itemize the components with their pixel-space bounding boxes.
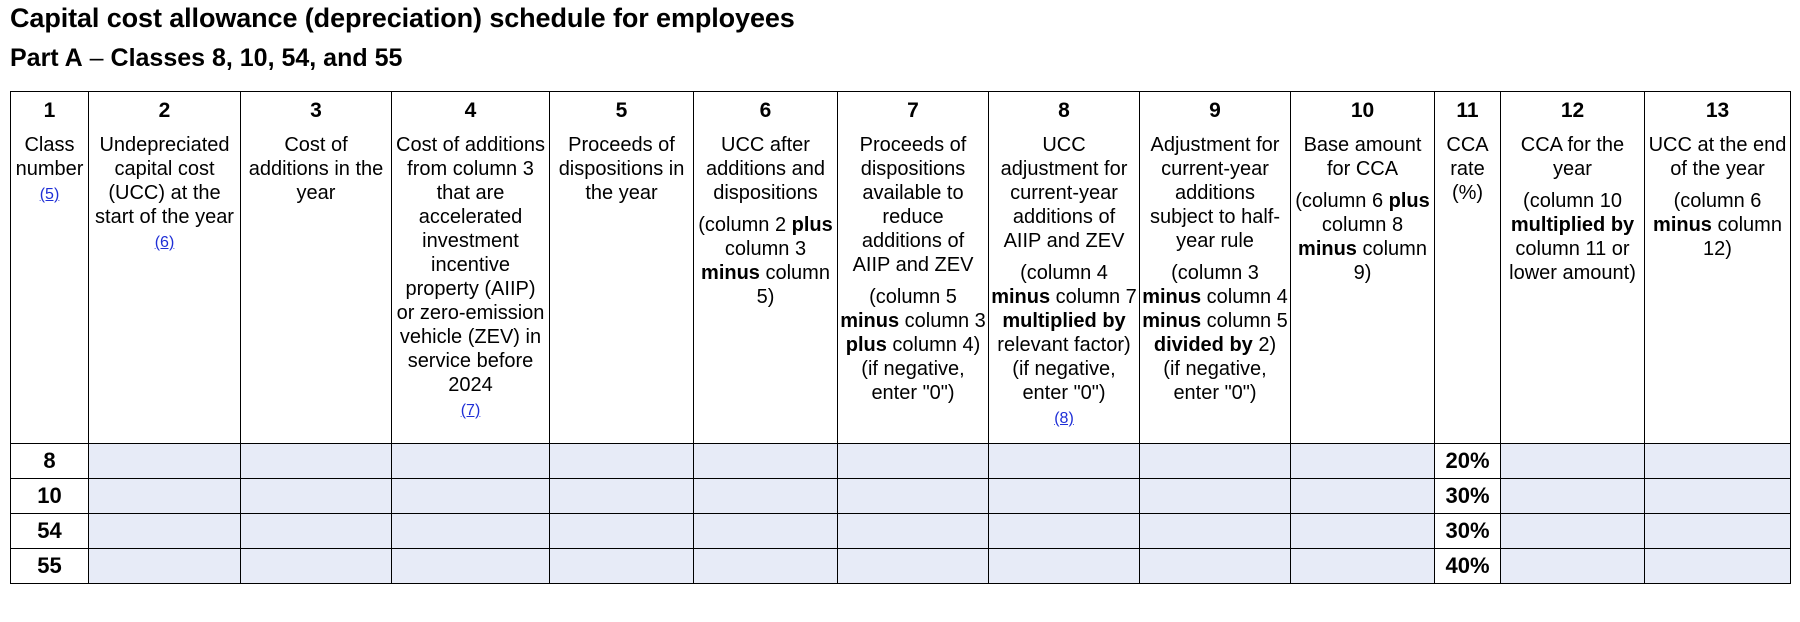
ucc-after-input[interactable]	[694, 444, 838, 479]
aiip-zev-additions-input[interactable]	[392, 479, 550, 514]
table-row	[11, 514, 1791, 549]
cca-rate-cell: 30%	[1435, 479, 1501, 514]
column-number: 10	[1350, 99, 1375, 122]
column-negative-note: (if negative, enter "0")	[1012, 358, 1116, 404]
half-year-adjustment-input[interactable]	[1140, 479, 1291, 514]
ucc-after-input[interactable]	[694, 549, 838, 584]
column-description: Cost of additions from column 3 that are accelerated investment incentive property (AIIP) or zero-emission vehicle (ZEV) in service before 2024	[396, 134, 545, 396]
cca-year-input[interactable]	[1501, 444, 1645, 479]
column-header-10	[1291, 92, 1435, 444]
column-formula: (column 4 minus column 7 multiplied by relevant factor)	[991, 262, 1137, 356]
base-amount-input[interactable]	[1291, 514, 1435, 549]
column-number: 6	[759, 99, 772, 122]
ucc-start-input[interactable]	[89, 514, 241, 549]
column-description: Class number	[15, 134, 84, 180]
column-header-5	[550, 92, 694, 444]
ucc-after-input[interactable]	[694, 514, 838, 549]
class-number-cell: 55	[11, 549, 89, 584]
cca-rate-cell: 30%	[1435, 514, 1501, 549]
column-description: CCA for the year	[1520, 134, 1625, 180]
aiip-zev-additions-input[interactable]	[392, 549, 550, 584]
column-formula: (column 6 plus column 8 minus column 9)	[1295, 190, 1430, 284]
proceeds-dispositions-input[interactable]	[550, 444, 694, 479]
proceeds-dispositions-input[interactable]	[550, 549, 694, 584]
ucc-start-input[interactable]	[89, 479, 241, 514]
column-header-1	[11, 92, 89, 444]
column-number: 11	[1456, 99, 1479, 122]
table-row	[11, 479, 1791, 514]
column-header-6	[694, 92, 838, 444]
class-number-cell: 54	[11, 514, 89, 549]
column-description: Base amount for CCA	[1303, 134, 1422, 180]
column-number: 4	[464, 99, 477, 122]
ucc-start-input[interactable]	[89, 444, 241, 479]
column-number: 12	[1560, 99, 1585, 122]
cca-year-input[interactable]	[1501, 549, 1645, 584]
ucc-adjustment-input[interactable]	[989, 479, 1140, 514]
column-formula: (column 3 minus column 4 minus column 5 divided by 2)	[1142, 262, 1288, 356]
column-description: Proceeds of dispositions in the year	[558, 134, 685, 204]
footnote-link-8[interactable]: (8)	[1054, 410, 1074, 427]
footnote-link-6[interactable]: (6)	[154, 234, 175, 251]
half-year-adjustment-input[interactable]	[1140, 444, 1291, 479]
cost-additions-input[interactable]	[241, 549, 392, 584]
column-description: Undepreciated capital cost (UCC) at the start of the year	[95, 134, 234, 228]
column-formula: (column 5 minus column 3 plus column 4)	[840, 286, 986, 356]
column-formula: (column 2 plus column 3 minus column 5)	[698, 214, 833, 308]
ucc-end-input[interactable]	[1645, 444, 1791, 479]
cca-schedule-table	[10, 91, 1791, 584]
column-number: 2	[158, 99, 171, 122]
column-header-2	[89, 92, 241, 444]
cost-additions-input[interactable]	[241, 444, 392, 479]
column-number: 13	[1705, 99, 1730, 122]
class-number-cell: 8	[11, 444, 89, 479]
part-heading	[10, 44, 402, 73]
table-row	[11, 549, 1791, 584]
table-body	[11, 444, 1791, 584]
column-header-4	[392, 92, 550, 444]
proceeds-dispositions-input[interactable]	[550, 514, 694, 549]
base-amount-input[interactable]	[1291, 444, 1435, 479]
proceeds-available-input[interactable]	[838, 444, 989, 479]
aiip-zev-additions-input[interactable]	[392, 444, 550, 479]
ucc-end-input[interactable]	[1645, 479, 1791, 514]
cca-rate-cell: 40%	[1435, 549, 1501, 584]
column-description: Cost of additions in the year	[248, 134, 384, 204]
footnote-link-5[interactable]: (5)	[39, 186, 60, 203]
column-number: 9	[1209, 99, 1221, 122]
ucc-end-input[interactable]	[1645, 549, 1791, 584]
cost-additions-input[interactable]	[241, 514, 392, 549]
column-negative-note: (if negative, enter "0")	[1163, 358, 1267, 404]
cost-additions-input[interactable]	[241, 479, 392, 514]
column-description: UCC at the end of the year	[1648, 134, 1787, 180]
ucc-start-input[interactable]	[89, 549, 241, 584]
base-amount-input[interactable]	[1291, 549, 1435, 584]
part-dash: –	[82, 44, 111, 72]
column-number: 5	[615, 99, 628, 122]
aiip-zev-additions-input[interactable]	[392, 514, 550, 549]
column-header-12	[1501, 92, 1645, 444]
column-formula: (column 6 minus column 12)	[1653, 190, 1782, 260]
page-title: Capital cost allowance (depreciation) schedule for employees	[10, 3, 795, 33]
column-description: UCC adjustment for current-year additions of AIIP and ZEV	[1000, 134, 1128, 252]
column-header-8	[989, 92, 1140, 444]
column-negative-note: (if negative, enter "0")	[861, 358, 965, 404]
footnote-link-7[interactable]: (7)	[460, 402, 481, 419]
ucc-adjustment-input[interactable]	[989, 444, 1140, 479]
column-header-7	[838, 92, 989, 444]
column-number: 7	[907, 99, 919, 122]
half-year-adjustment-input[interactable]	[1140, 549, 1291, 584]
proceeds-available-input[interactable]	[838, 479, 989, 514]
column-header-13	[1645, 92, 1791, 444]
part-classes: Classes 8, 10, 54, and 55	[110, 44, 403, 72]
proceeds-available-input[interactable]	[838, 514, 989, 549]
proceeds-available-input[interactable]	[838, 549, 989, 584]
column-header-9	[1140, 92, 1291, 444]
table-header	[11, 92, 1791, 444]
column-description: Proceeds of dispositions available to reduce additions of AIIP and ZEV	[852, 134, 974, 276]
column-header-3	[241, 92, 392, 444]
ucc-after-input[interactable]	[694, 479, 838, 514]
column-number: 1	[43, 99, 56, 122]
table-row	[11, 444, 1791, 479]
proceeds-dispositions-input[interactable]	[550, 479, 694, 514]
column-description: CCA rate (%)	[1446, 134, 1489, 204]
cca-rate-cell: 20%	[1435, 444, 1501, 479]
column-formula: (column 10 multiplied by column 11 or lower amount)	[1509, 190, 1636, 284]
column-number: 8	[1058, 99, 1070, 122]
cca-year-input[interactable]	[1501, 479, 1645, 514]
ucc-adjustment-input[interactable]	[989, 514, 1140, 549]
column-number: 3	[310, 99, 322, 122]
cca-year-input[interactable]	[1501, 514, 1645, 549]
class-number-cell: 10	[11, 479, 89, 514]
column-header-11	[1435, 92, 1501, 444]
ucc-end-input[interactable]	[1645, 514, 1791, 549]
column-description: UCC after additions and dispositions	[706, 134, 825, 204]
column-description: Adjustment for current-year additions subject to half-year rule	[1149, 134, 1281, 252]
ucc-adjustment-input[interactable]	[989, 549, 1140, 584]
base-amount-input[interactable]	[1291, 479, 1435, 514]
part-label: Part A	[10, 44, 83, 72]
half-year-adjustment-input[interactable]	[1140, 514, 1291, 549]
